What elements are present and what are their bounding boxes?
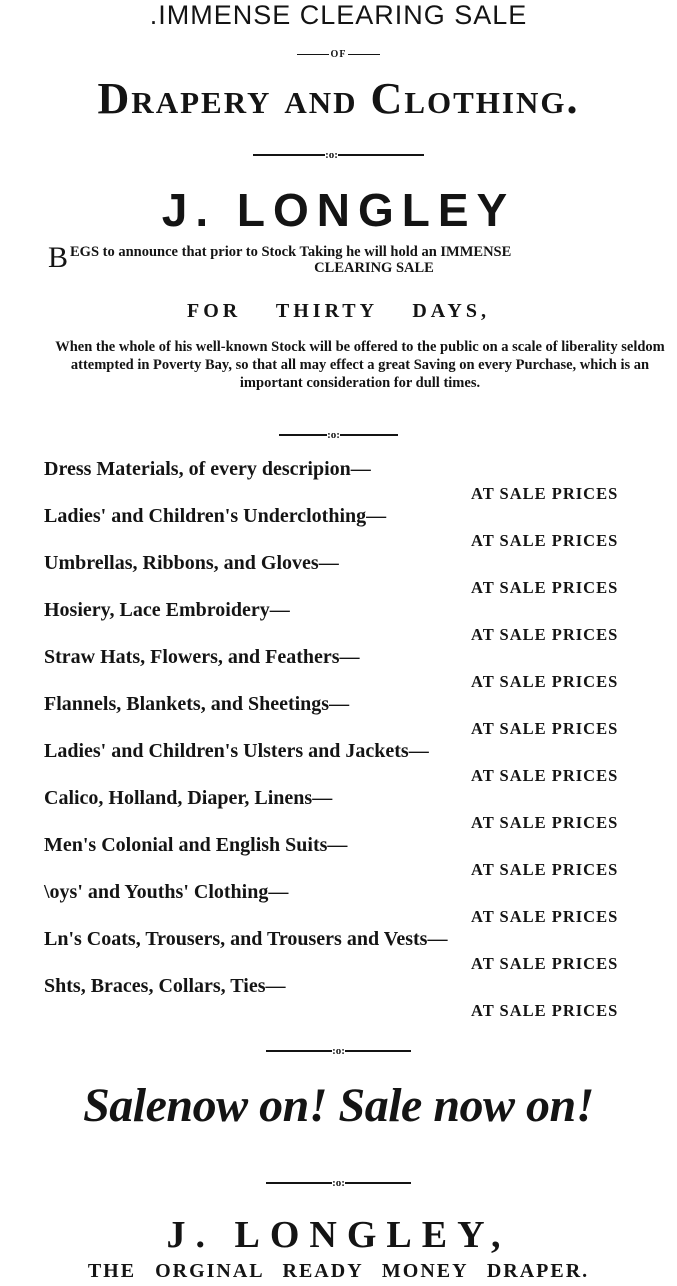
list-item — [44, 505, 644, 552]
item-name: Ladies' and Children's Underclothing— — [44, 505, 387, 527]
announcement — [48, 241, 677, 276]
separator-text: :o: — [332, 1045, 345, 1057]
list-item — [44, 552, 644, 599]
list-item — [44, 834, 644, 881]
item-price: AT SALE PRICES — [471, 578, 619, 597]
item-price: AT SALE PRICES — [471, 907, 619, 926]
rule-line — [345, 1182, 411, 1184]
list-item — [44, 458, 644, 505]
rule-line — [297, 54, 329, 55]
item-price: AT SALE PRICES — [471, 484, 619, 503]
item-price: AT SALE PRICES — [471, 719, 619, 738]
rule-line — [253, 154, 325, 156]
list-item — [44, 646, 644, 693]
item-price: AT SALE PRICES — [471, 531, 619, 550]
brand-name: J. LONGLEY — [161, 184, 516, 236]
separator-text: :o: — [325, 149, 338, 161]
list-item — [44, 928, 644, 975]
item-price: AT SALE PRICES — [471, 954, 619, 973]
list-item — [44, 740, 644, 787]
list-item — [44, 787, 644, 834]
item-name: Hosiery, Lace Embroidery— — [44, 599, 290, 621]
footer-brand-name: J. LONGLEY, — [166, 1214, 511, 1256]
list-item — [44, 881, 644, 928]
details-paragraph: When the whole of his well-known Stock will be offered to the public on a scale of liberality seldom attempted in Poverty Bay, so that all may effect a great Saving on every Purchase, which is an important consideration for dull times. — [55, 339, 665, 391]
item-price: AT SALE PRICES — [471, 813, 619, 832]
list-item — [44, 599, 644, 646]
item-price: AT SALE PRICES — [471, 860, 619, 879]
rule-line — [340, 434, 398, 436]
sale-now-banner: Salenow on! Sale now on! — [83, 1079, 594, 1132]
rule-line — [266, 1050, 332, 1052]
separator-text: :o: — [327, 429, 340, 441]
list-item — [44, 975, 644, 1022]
of-divider — [0, 48, 677, 62]
item-name: Flannels, Blankets, and Sheetings— — [44, 693, 350, 715]
rule-line — [266, 1182, 332, 1184]
rule-line — [338, 154, 424, 156]
item-name: \oys' and Youths' Clothing— — [44, 881, 289, 903]
item-list — [44, 458, 644, 1022]
separator-3 — [0, 1044, 677, 1058]
title-drapery-clothing: Drapery and Clothing. — [97, 74, 580, 123]
item-name: Shts, Braces, Collars, Ties— — [44, 975, 286, 997]
announcement-line-1: EGS to announce that prior to Stock Taking he will hold an IMMENSE — [70, 244, 512, 260]
rule-line — [345, 1050, 411, 1052]
item-price: AT SALE PRICES — [471, 625, 619, 644]
item-price: AT SALE PRICES — [471, 1001, 619, 1020]
of-text: OF — [330, 49, 347, 60]
item-name: Dress Materials, of every descripion— — [44, 458, 371, 480]
item-name: Ln's Coats, Trousers, and Trousers and Vests— — [44, 928, 448, 950]
separator-text: :o: — [332, 1177, 345, 1189]
item-name: Ladies' and Children's Ulsters and Jackets— — [44, 740, 429, 762]
item-price: AT SALE PRICES — [471, 672, 619, 691]
duration-heading: FOR THIRTY DAYS, — [187, 300, 490, 322]
separator-4 — [0, 1176, 677, 1190]
item-name: Calico, Holland, Diaper, Linens— — [44, 787, 333, 809]
item-name: Straw Hats, Flowers, and Feathers— — [44, 646, 360, 668]
drop-cap: B — [48, 241, 69, 274]
rule-line — [279, 434, 327, 436]
separator-1 — [0, 148, 677, 162]
list-item — [44, 693, 644, 740]
rule-line — [348, 54, 380, 55]
separator-2 — [0, 428, 677, 442]
headline: .IMMENSE CLEARING SALE — [149, 0, 528, 30]
announcement-line-2: CLEARING SALE — [314, 260, 434, 276]
item-price: AT SALE PRICES — [471, 766, 619, 785]
footer-tagline: THE ORGINAL READY MONEY DRAPER. — [87, 1260, 590, 1282]
item-name: Umbrellas, Ribbons, and Gloves— — [44, 552, 339, 574]
item-name: Men's Colonial and English Suits— — [44, 834, 348, 856]
